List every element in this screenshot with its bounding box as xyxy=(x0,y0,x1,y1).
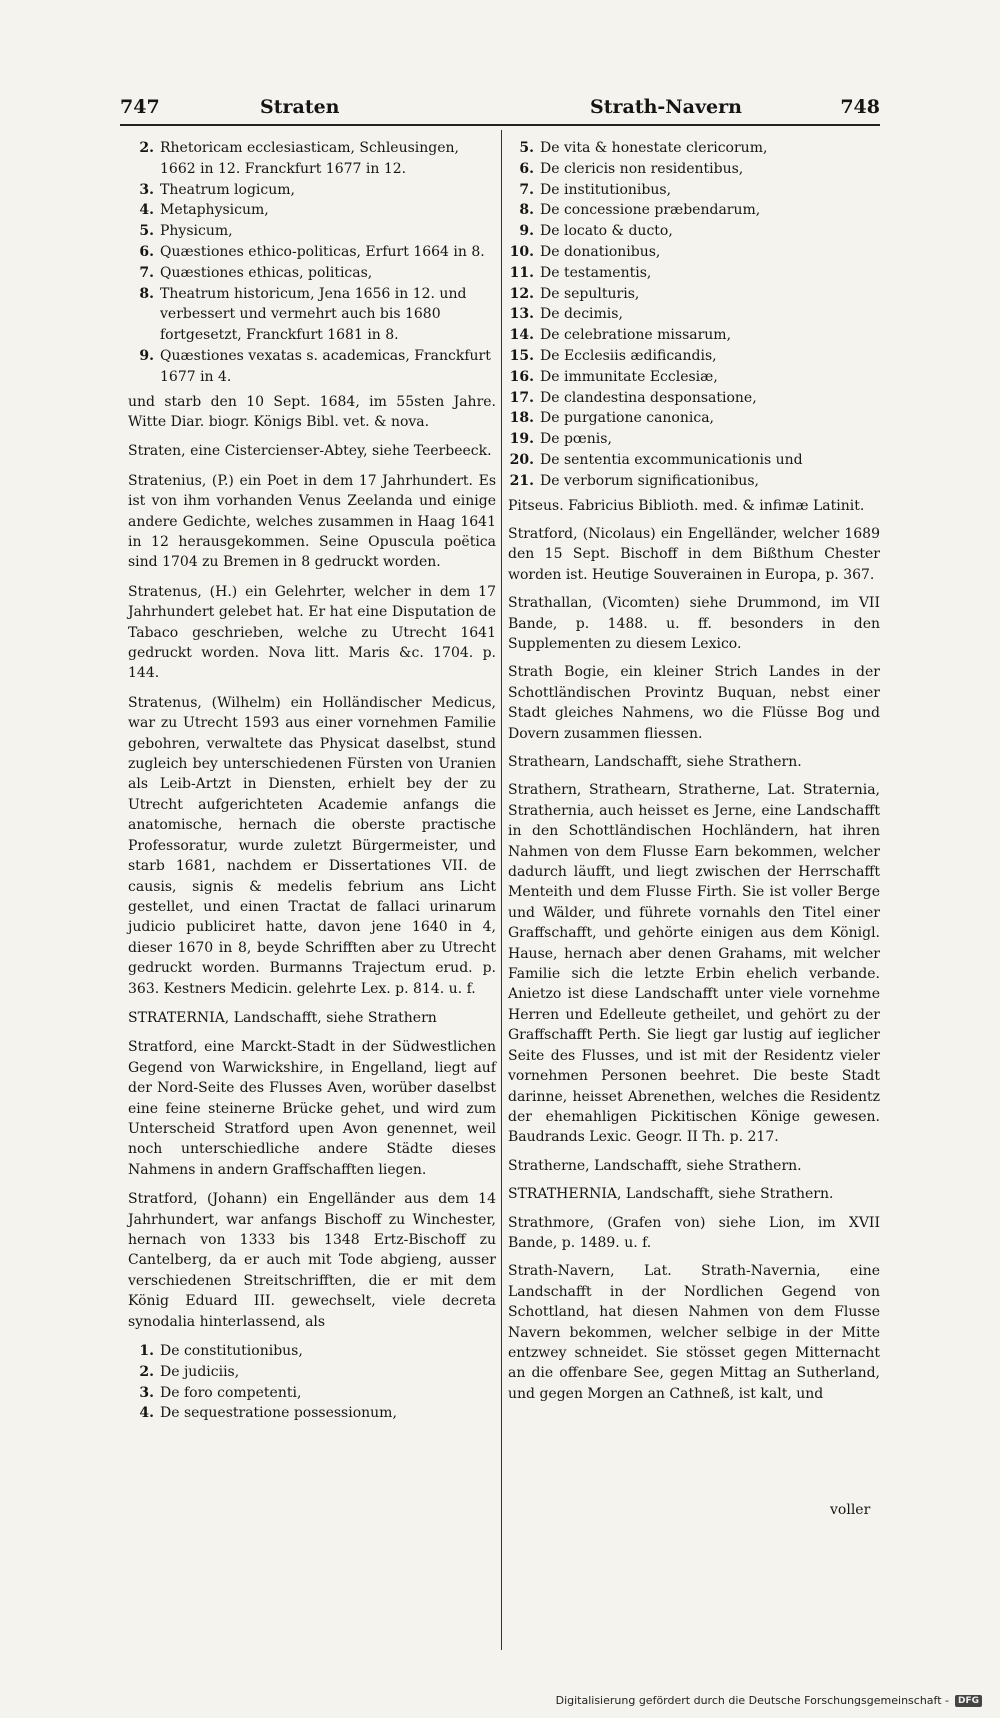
list-item: 15. De Ecclesiis ædificandis, xyxy=(509,347,717,364)
list-item: 5. De vita & honestate clericorum, xyxy=(519,140,768,156)
running-head-left: Straten xyxy=(260,96,340,118)
entry-strathearn: Strathearn, Landschafft, siehe Strathern. xyxy=(508,754,802,771)
dfg-logo-icon: DFG xyxy=(955,1695,982,1707)
entry-stratford-johann: Stratford, (Johann) ein Engelländer aus dem 14 Jahrhundert, war anfangs Bischoff zu Winchester, hernach von 1333 bis 1348 Ertz-Bischoff zu Cantelberg, da er auch mit Tode abgieng, ausser verschiedenen Streitschrifften, die er mit dem König Eduard III. gewechselt, viele decreta synodalia hinterlassend, als xyxy=(128,1191,496,1330)
entry-strathallan: Strathallan, (Vicomten) siehe Drummond, im VII Bande, p. 1488. u. ff. besonders in den Supplementen zu diesem Lexico. xyxy=(508,595,880,652)
list-item: 8. De concessione præbendarum, xyxy=(519,202,761,219)
page-number-right: 748 xyxy=(840,96,880,118)
list-item: 7. De institutionibus, xyxy=(519,181,672,198)
entry-pitseus: Pitseus. Fabricius Biblioth. med. & infimæ Latinit. xyxy=(508,497,865,514)
list-item: 17. De clandestina desponsatione, xyxy=(509,389,757,406)
list-item: 7. Quæstiones ethicas, politicas, xyxy=(139,264,373,281)
list-item: 3. De foro competenti, xyxy=(139,1384,302,1401)
running-head-right: Strath-Navern xyxy=(590,96,742,118)
list-item: 18. De purgatione canonica, xyxy=(509,410,714,427)
list-item: 21. De verborum significationibus, xyxy=(509,472,759,489)
entry-stratford-nicolaus: Stratford, (Nicolaus) ein Engelländer, welcher 1689 den 15 Sept. Bischoff in dem Bißthum Chester worden ist. Heutige Souverainen in Europa, p. 367. xyxy=(508,525,880,583)
entry-straten: Straten, eine Cistercienser-Abtey, siehe Teerbeeck. xyxy=(128,443,492,460)
list-item: 9. Quæstiones vexatas s. academicas, Franckfurt 1677 in 4. xyxy=(139,347,491,385)
list-item: 16. De immunitate Ecclesiæ, xyxy=(509,368,718,385)
list-item: 9. De locato & ducto, xyxy=(519,223,673,240)
decreta-list xyxy=(128,1341,496,1424)
list-item: 19. De pœnis, xyxy=(509,431,612,448)
footer-credit xyxy=(556,1694,982,1707)
entry-stratherne: Stratherne, Landschafft, siehe Strathern. xyxy=(508,1157,802,1174)
catchword: voller xyxy=(830,1502,871,1518)
entry-stratenus-w: Stratenus, (Wilhelm) ein Holländischer Medicus, war zu Utrecht 1593 aus einer vornehmen Familie gebohren, verwaltete das Physicat daselbst, stund zugleich bey unterschiedenen Fürsten von Uranien als Leib-Artzt in Diensten, erhielt bey der zu Utrecht aufgerichteten Academie anfangs die anatomische, hernach die oberste practische Professoratur, wurde zuletzt Bürgermeister, und starb 1681, nachdem er Dissertationes VII. de causis, signis & medelis febrium ans Licht gestellet, und einen Tractat de fallaci urinarum judicio publiciret hatte, davon jene 1640 in 4, dieser 1670 in 8, beyde Schrifften aber zu Utrecht gedruckt worden. Burmanns Trajectum erud. p. 363. Kestners Medicin. gelehrte Lex. p. 814. u. f. xyxy=(128,694,496,997)
entry-strathernia: STRATHERNIA, Landschafft, siehe Strathern. xyxy=(508,1186,834,1203)
list-item: 13. De decimis, xyxy=(509,306,623,323)
list-item: 5. Physicum, xyxy=(139,223,233,240)
list-item: 4. Metaphysicum, xyxy=(139,202,269,219)
footer-text: Digitalisierung gefördert durch die Deutsche Forschungsgemeinschaft - xyxy=(555,1694,949,1707)
entry-text: und starb den 10 Sept. 1684, im 55sten Jahre. Witte Diar. biogr. Königs Bibl. vet. & nova. xyxy=(128,393,496,430)
left-column xyxy=(128,138,496,1428)
list-item: 3. Theatrum logicum, xyxy=(139,181,295,198)
works-list-continued xyxy=(128,138,496,388)
entry-strathmore: Strathmore, (Grafen von) siehe Lion, im XVII Bande, p. 1489. u. f. xyxy=(508,1214,880,1251)
list-item: 20. De sententia excommunicationis und xyxy=(509,451,803,468)
entry-stratenus-h: Stratenus, (H.) ein Gelehrter, welcher in dem 17 Jahrhundert gelebet hat. Er hat eine Disputation de Tabaco geschrieben, welche zu Utrecht 1641 gedruckt worden. Nova litt. Maris &c. 1704. p. 144. xyxy=(128,583,496,682)
page-number-left: 747 xyxy=(120,96,160,118)
list-item: 14. De celebratione missarum, xyxy=(509,327,732,344)
list-item: 12. De sepulturis, xyxy=(509,285,640,302)
decreta-list-continued xyxy=(508,138,880,492)
entry-strathern: Strathern, Strathearn, Stratherne, Lat. Straternia, Strathernia, auch heisset es Jerne, eine Landschafft in den Schottländischen Hochländern, hat ihren Nahmen von dem Flusse Earn bekommen, welcher dadurch läufft, und liegt zwischen der Herrschafft Menteith und dem Flusse Firth. Sie ist voller Berge und Wälder, und führete vornahls den Titel einer Graffschafft, und gehörte einigen aus dem Königl. Hause, hernach aber denen Grahams, mit welcher Familie sich die letzte Erbin ehelich verbande. Anietzo ist diese Landschafft unter viele vornehme Herren und Edelleute getheilet, und gehört zu der Graffschafft Perth. Sie liegt gar lustig auf ieglicher Seite des Flusses, und ist mit der Residentz vieler vornehmen Personen beehret. Die beste Stadt darinne, heisset Abrenethen, welches die Residentz der ehemahligen Pickitischen Könige gewesen. Baudrands Lexic. Geogr. II Th. p. 217. xyxy=(508,782,880,1146)
list-item: 2. De judiciis, xyxy=(139,1363,240,1380)
entry-straternia: STRATERNIA, Landschafft, siehe Strathern xyxy=(128,1009,437,1026)
list-item: 10. De donationibus, xyxy=(509,243,661,260)
header-rule xyxy=(120,124,880,126)
list-item: 2. Rhetoricam ecclesiasticam, Schleusingen, 1662 in 12. Franckfurt 1677 in 12. xyxy=(139,140,459,177)
list-item: 1. De constitutionibus, xyxy=(139,1343,303,1360)
entry-strath-bogie: Strath Bogie, ein kleiner Strich Landes in der Schottländischen Provintz Buquan, nebst einer Stadt gleiches Nahmens, wo die Flüsse Bog und Dovern zusammen fliessen. xyxy=(508,664,880,742)
entry-stratford: Stratford, eine Marckt-Stadt in der Südwestlichen Gegend von Warwickshire, in Engelland, liegt auf der Nord-Seite des Flusses Aven, worüber daselbst eine feine steinerne Brücke gehet, und wird zum Unterscheid Stratford upen Avon genennet, weil noch unterschiedliche andere Städte dieses Nahmens in andern Graffschafften liegen. xyxy=(128,1039,496,1178)
list-item: 4. De sequestratione possessionum, xyxy=(139,1405,397,1422)
column-divider xyxy=(501,130,502,1650)
list-item: 6. Quæstiones ethico-politicas, Erfurt 1664 in 8. xyxy=(139,243,485,260)
list-item: 8. Theatrum historicum, Jena 1656 in 12. und verbessert und vermehrt auch bis 1680 fortgesetzt, Franckfurt 1681 in 8. xyxy=(139,285,467,344)
right-column xyxy=(508,138,880,1412)
list-item: 6. De clericis non residentibus, xyxy=(519,160,744,177)
list-item: 11. De testamentis, xyxy=(509,264,652,281)
entry-strath-navern: Strath-Navern, Lat. Strath-Navernia, eine Landschafft in der Nordlichen Gegend von Schottland, hat diesen Nahmen von dem Flusse Navern bekommen, welcher selbige in der Mitte entzwey schneidet. Sie stösset gegen Mitternacht an die offenbare See, gegen Mittag an Sutherland, und gegen Morgen an Cathneß, ist kalt, und xyxy=(508,1263,880,1402)
entry-stratenius-p: Stratenius, (P.) ein Poet in dem 17 Jahrhundert. Es ist von ihm vorhanden Venus Zeelanda und einige andere Gedichte, welches zusammen in Haag 1641 in 12 herausgekommen. Seine Opuscula poëtica sind 1704 zu Bremen in 8 gedruckt worden. xyxy=(128,472,496,571)
